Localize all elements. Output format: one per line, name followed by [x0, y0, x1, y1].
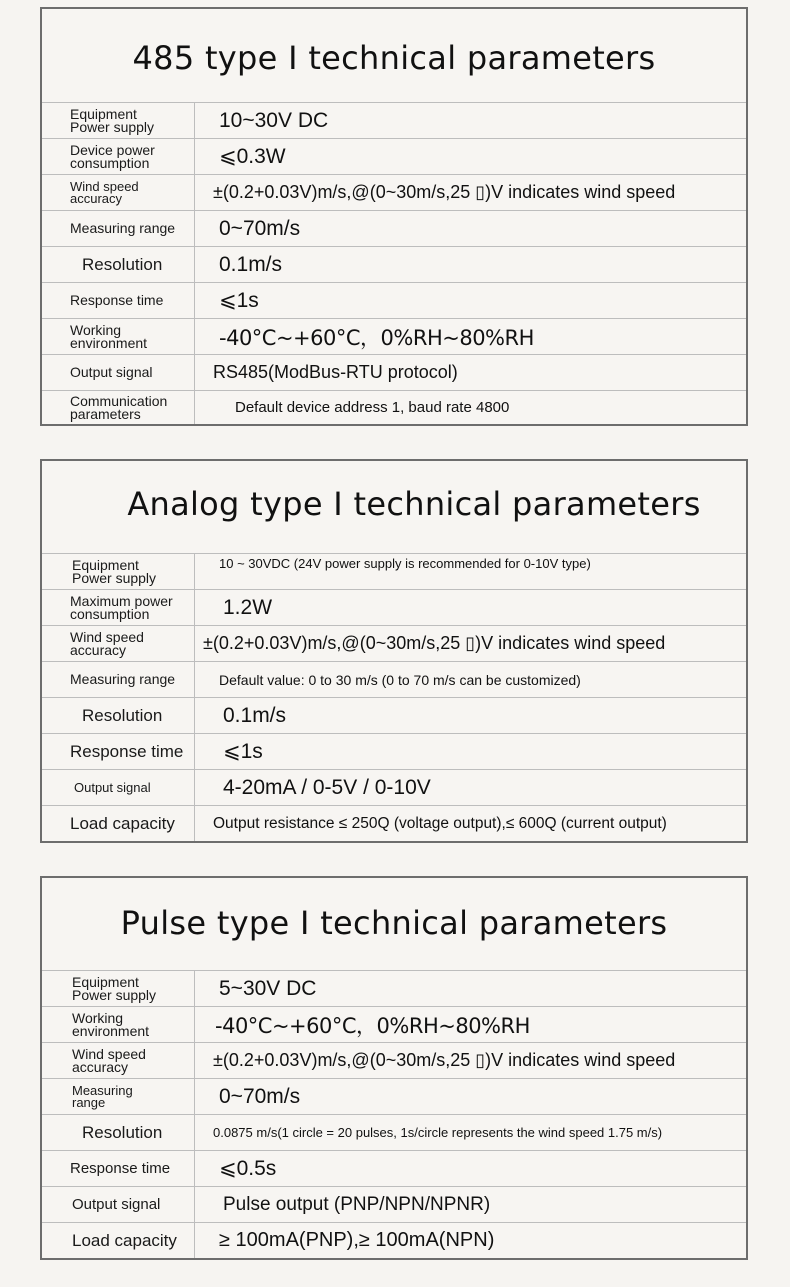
param-label: Resolution — [42, 1115, 195, 1150]
table-row — [42, 589, 746, 625]
param-label: Equipment Power supply — [42, 971, 195, 1006]
param-value: Default value: 0 to 30 m/s (0 to 70 m/s can be customized) — [219, 671, 581, 688]
param-value: 5~30V DC — [219, 976, 317, 1000]
spec-table — [42, 970, 746, 1258]
table-row — [42, 210, 746, 246]
table-row — [42, 1078, 746, 1114]
table-row — [42, 733, 746, 769]
param-label: Wind speed accuracy — [42, 1043, 195, 1078]
table-row — [42, 282, 746, 318]
param-label: Maximum power consumption — [42, 590, 195, 625]
param-label: Working environment — [42, 1007, 195, 1042]
param-value: ±(0.2+0.03V)m/s,@(0~30m/s,25 ▯)V indicates wind speed — [203, 633, 666, 653]
table-row — [42, 553, 746, 589]
param-value: 0.1m/s — [223, 703, 287, 727]
param-label: Resolution — [42, 698, 195, 733]
spec-table — [42, 553, 746, 841]
param-label: Communication parameters — [42, 391, 195, 424]
param-label: Output signal — [42, 355, 195, 390]
param-label: Measuring range — [42, 211, 195, 246]
param-label: Output signal — [42, 1187, 195, 1222]
param-label: Resolution — [42, 247, 195, 282]
table-row — [42, 970, 746, 1006]
param-label: Load capacity — [42, 1223, 195, 1258]
param-value: 10~30V DC — [219, 108, 329, 132]
spec-panel-pulse — [40, 876, 748, 1260]
param-value: -40°C~+60°C，0%RH~80%RH — [215, 1013, 530, 1038]
param-value: ⩽0.5s — [219, 1157, 277, 1180]
param-value: 0.0875 m/s(1 circle = 20 pulses, 1s/circle represents the wind speed 1.75 m/s) — [213, 1124, 663, 1140]
param-label: Working environment — [42, 319, 195, 354]
param-label: Response time — [42, 1151, 195, 1186]
table-row — [42, 1186, 746, 1222]
param-value: 0.1m/s — [219, 252, 283, 276]
param-value: -40°C~+60°C，0%RH~80%RH — [219, 325, 534, 350]
param-value: Default device address 1, baud rate 4800 — [235, 399, 510, 416]
param-value: ≥ 100mA(PNP),≥ 100mA(NPN) — [219, 1229, 495, 1251]
param-label: Output signal — [42, 770, 195, 805]
table-row — [42, 1114, 746, 1150]
param-label: Wind speed accuracy — [42, 175, 195, 210]
table-row — [42, 661, 746, 697]
param-value: ⩽0.3W — [219, 145, 286, 168]
param-value: Output resistance ≤ 250Q (voltage output),≤ 600Q (current output) — [213, 814, 667, 832]
table-row — [42, 246, 746, 282]
panel-title: Analog type I technical parameters — [127, 485, 701, 523]
param-label: Equipment Power supply — [42, 554, 195, 589]
table-row — [42, 1222, 746, 1258]
table-row — [42, 102, 746, 138]
table-row — [42, 318, 746, 354]
param-label: Measuring range — [42, 1079, 195, 1114]
param-value: 10 ~ 30VDC (24V power supply is recommended for 0-10V type) — [219, 556, 591, 571]
param-label: Load capacity — [42, 806, 195, 841]
table-row — [42, 1006, 746, 1042]
param-value: 1.2W — [223, 595, 273, 619]
param-value: RS485(ModBus-RTU protocol) — [213, 362, 458, 382]
param-label: Equipment Power supply — [42, 103, 195, 138]
table-row — [42, 805, 746, 841]
table-row — [42, 1150, 746, 1186]
spec-table — [42, 102, 746, 424]
table-row — [42, 174, 746, 210]
table-row — [42, 390, 746, 424]
panel-title: 485 type I technical parameters — [132, 39, 656, 77]
panel-title: Pulse type I technical parameters — [120, 904, 668, 942]
param-value: ⩽1s — [219, 289, 259, 312]
param-value: ±(0.2+0.03V)m/s,@(0~30m/s,25 ▯)V indicates wind speed — [213, 1050, 676, 1070]
param-label: Response time — [42, 283, 195, 318]
spec-panel-analog — [40, 459, 748, 843]
spec-panel-485 — [40, 7, 748, 426]
param-label: Measuring range — [42, 662, 195, 697]
table-row — [42, 138, 746, 174]
param-value: Pulse output (PNP/NPN/NPNR) — [223, 1193, 491, 1215]
table-row — [42, 354, 746, 390]
table-row — [42, 697, 746, 733]
param-value: ±(0.2+0.03V)m/s,@(0~30m/s,25 ▯)V indicates wind speed — [213, 182, 676, 202]
table-row — [42, 1042, 746, 1078]
table-row — [42, 769, 746, 805]
table-row — [42, 625, 746, 661]
param-label: Device power consumption — [42, 139, 195, 174]
param-value: 4-20mA / 0-5V / 0-10V — [223, 775, 431, 799]
param-value: ⩽1s — [223, 740, 263, 763]
param-label: Wind speed accuracy — [42, 626, 195, 661]
param-value: 0~70m/s — [219, 216, 301, 240]
param-value: 0~70m/s — [219, 1084, 301, 1108]
param-label: Response time — [42, 734, 195, 769]
